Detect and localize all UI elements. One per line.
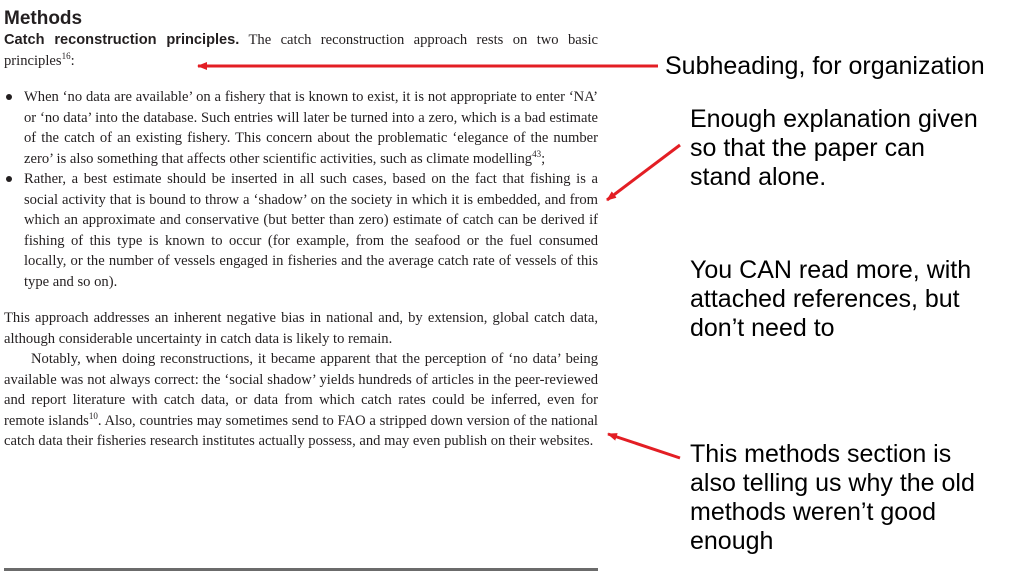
- references-note: You CAN read more, with attached references, but don’t need to: [690, 256, 972, 342]
- notably-end: . Also, countries may sometimes send to FAO a stripped down version of the national catch data their fisheries research institutes actually possess, and may even publish on their websites.: [4, 412, 598, 449]
- methods-arrow: [608, 434, 680, 458]
- notably-text: Notably, when doing reconstructions, it became apparent that the perception of ‘no data’ being available was not always correct: the ‘social shadow’ yields hundreds of articles in the peer-reviewed and report literature with catch data, or data from which catch rates could be inferred, even for remote islands: [4, 351, 598, 429]
- subheading-note: Subheading, for organization: [665, 52, 985, 80]
- citation-43: 43: [532, 148, 542, 159]
- explanation-arrow: [607, 145, 680, 200]
- intro-text: The catch reconstruction approach rests on two basic principles: [4, 32, 598, 69]
- bullet-text: Rather, a best estimate should be inserted in all such cases, based on the fact that fishing is a social activity that is bound to throw a ‘shadow’ on the society in which it is embedded, and from which an approximate and conservative (but better than zero) estimate of catch can be derived if fishing of this type is known to occur (for example, from the seafood or the fuel consumed locally, or the number of vessels engaged in fisheries and the average catch rate of vessels of this type and so on).: [24, 171, 598, 290]
- bias-paragraph: This approach addresses an inherent negative bias in national and, by extension, global catch data, although considerable uncertainty in catch data is likely to remain.: [4, 310, 598, 347]
- section-title: Methods: [4, 8, 83, 29]
- bullet-text: When ‘no data are available’ on a fishery that is known to exist, it is not appropriate to enter ‘NA’ or ‘no data’ into the database. Such entries will later be turned into a zero, which is a bad estimate of the catch of an existing fishery. This concern about the problematic ‘elegance of the number zero’ is also something that affects other scientific activities, such as climate modelling: [24, 89, 598, 167]
- citation-16: 16: [61, 50, 71, 61]
- citation-10: 10: [88, 410, 98, 421]
- methods-note: This methods section is also telling us why the old methods weren’t good enough: [690, 440, 975, 555]
- explanation-note: Enough explanation given so that the paper can stand alone.: [690, 105, 978, 191]
- subheading: Catch reconstruction principles.: [4, 32, 240, 48]
- intro-end: :: [70, 52, 75, 69]
- bullet-end: ;: [541, 150, 546, 167]
